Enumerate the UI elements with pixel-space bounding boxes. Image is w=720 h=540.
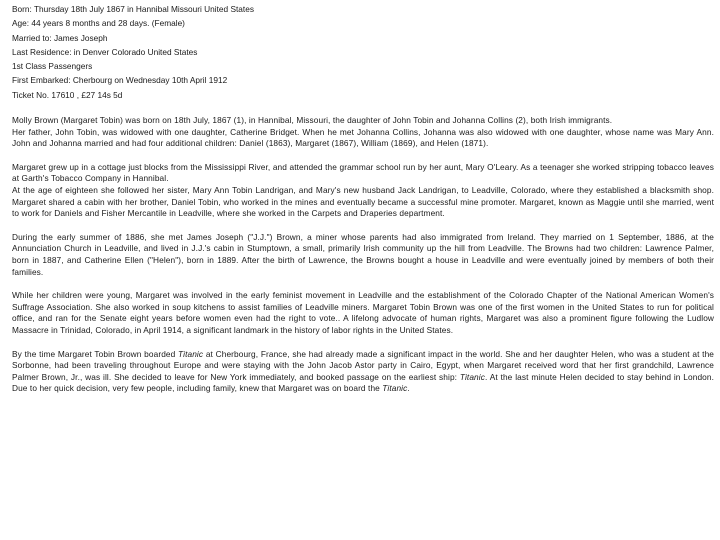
- fact-embarked: First Embarked: Cherbourg on Wednesday 10th April 1912: [12, 75, 228, 86]
- ship-name: Titanic: [459, 371, 485, 382]
- paragraph-titanic: [12, 349, 714, 395]
- fact-ticket: Ticket No. 17610 , £27 14s 5d: [12, 89, 123, 100]
- paragraph-leadville: At the age of eighteen she followed her sister, Mary Ann Tobin Landrigan, and Mary's new husband Jack Landrigan, to Leadville, Colorado, where they established a blacksmith shop. Margaret shared a cabin with her brother, Daniel Tobin, who worked in the mines and eventually became a successful mine promoter. Margaret, known as Maggie until she married, went to work for Daniels and Fisher Mercantile in Leadville, where she worked in the Carpets and Draperies department.: [12, 185, 714, 219]
- fact-residence: Last Residence: in Denver Colorado United States: [12, 46, 198, 57]
- passenger-facts: [12, 2, 714, 102]
- fact-class: 1st Class Passengers: [12, 61, 93, 72]
- text-segment: . At the last minute Helen decided to stay behind in London. Due to her quick decision, very few people, including family, knew that Margaret was on board the: [12, 371, 714, 394]
- fact-born: Born: Thursday 18th July 1867 in Hannibal Missouri United States: [12, 4, 254, 14]
- paragraph-activism: While her children were young, Margaret was involved in the early feminist movement in Leadville and the establishment of the Colorado Chapter of the National American Women's Suffrage Association. She also worked in soup kitchens to assist families of Leadville miners. Margaret Tobin Brown was one of the first women in the United States to run for political office, and ran for the Senate eight years before women even had the right to vote.. A lifelong advocate of human rights, Margaret was also a prominent figure following the Ludlow Massacre in Trinidad, Colorado, in April 1914, a significant landmark in the history of labor rights in the United States.: [12, 290, 714, 335]
- ship-name: Titanic: [178, 348, 204, 359]
- ship-name: Titanic: [382, 383, 408, 394]
- paragraph-childhood: Margaret grew up in a cottage just blocks from the Mississippi River, and attended the grammar school run by her aunt, Mary O'Leary. As a teenager she worked stripping tobacco leaves at Garth's Tobacco Company in Hannibal.: [12, 161, 714, 184]
- fact-married: Married to: James Joseph: [12, 32, 108, 43]
- paragraph-family: Her father, John Tobin, was widowed with one daughter, Catherine Bridget. When he met Johanna Collins, Johanna was also widowed with one daughter, whose name was Mary Ann. John and Johanna married and had four additional children: Daniel (1863), Margaret (1867), William (1869), and Helen (1871).: [12, 126, 714, 149]
- paragraph-marriage: During the early summer of 1886, she met James Joseph ("J.J.") Brown, a miner whose parents had also immigrated from Ireland. They married on 1 September, 1886, at the Annunciation Church in Leadville, and lived in J.J.'s cabin in Stumptown, a small, primarily Irish community up the hill from Leadville. The Browns had two children: Lawrence Palmer, born in 1887, and Catherine Ellen ("Helen"), born in 1889. After the birth of Lawrence, the Browns bought a house in Leadville and were eventually joined by members of both their families.: [12, 231, 714, 277]
- paragraph-birth: Molly Brown (Margaret Tobin) was born on 18th July, 1867 (1), in Hannibal, Missouri, the daughter of John Tobin and Johanna Collins (2), both Irish immigrants.: [12, 115, 613, 126]
- fact-age: Age: 44 years 8 months and 28 days. (Female): [12, 18, 185, 29]
- text-segment: at Cherbourg, France, she had already made a significant impact in the world. She and her daughter Helen, who was a student at the Sorbonne, had been traveling throughout Europe and were staying with the John Jacob Astor party in Cairo, Egypt, when Margaret received word that her first grandchild, Lawrence Palmer Brown, Jr., was ill. She decided to leave for New York immediately, and booked passage on the earliest ship:: [12, 348, 715, 382]
- text-segment: By the time Margaret Tobin Brown boarded: [12, 348, 179, 359]
- text-segment: .: [407, 383, 410, 394]
